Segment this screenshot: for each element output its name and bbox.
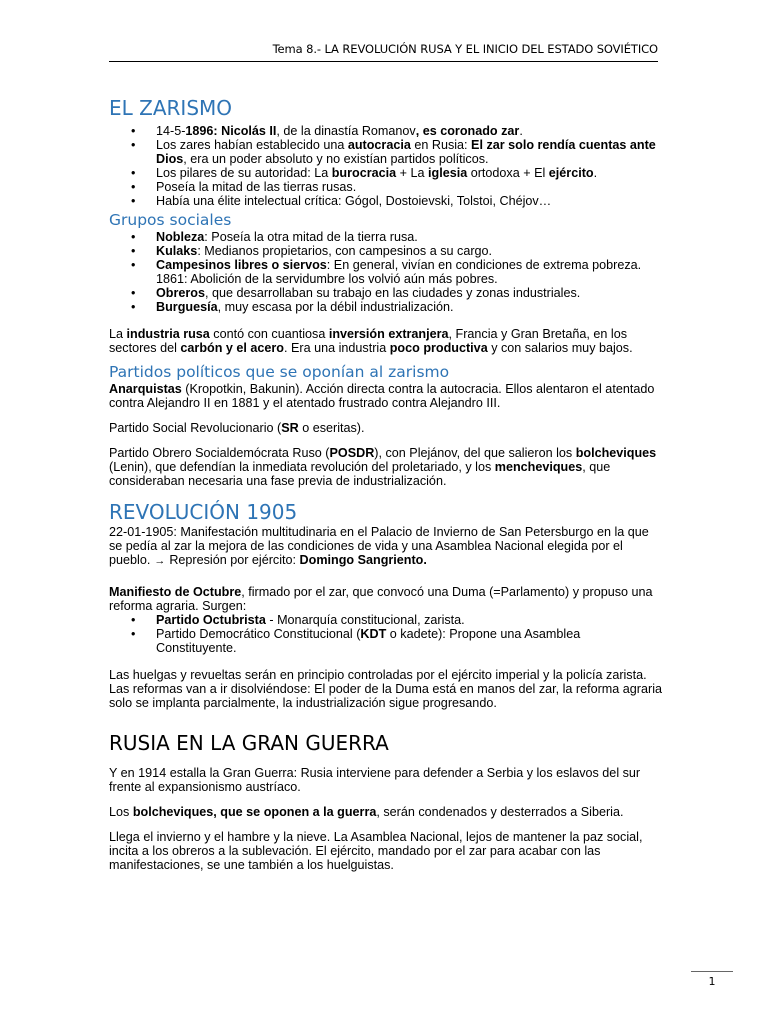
list-item: • Kulaks: Medianos propietarios, con campesinos a su cargo.	[109, 244, 664, 258]
paragraph-1914: Y en 1914 estalla la Gran Guerra: Rusia interviene para defender a Serbia y los eslavos del sur frente al expansionismo austríaco.	[109, 766, 641, 794]
list-item: • Obreros, que desarrollaban su trabajo en las ciudades y zonas industriales.	[109, 286, 664, 300]
footer-rule	[691, 971, 733, 972]
paragraph-anarquistas: Anarquistas (Kropotkin, Bakunin). Acción directa contra la autocracia. Ellos alentaron el atentado contra Alejandro II en 1881 y el atentado frustrado contra Alejandro III.	[109, 382, 655, 410]
paragraph-industria: La industria rusa contó con cuantiosa inversión extranjera, Francia y Gran Bretaña, en los sectores del carbón y el acero. Era una industria poco productiva y con salarios muy bajos.	[109, 327, 633, 355]
paragraph-posdr: Partido Obrero Socialdemócrata Ruso (POSDR), con Plejánov, del que salieron los bolcheviques (Lenin), que defendían la inmediata revolución del proletariado, y los mencheviques, que consideraban necesaria una fase previa de industrialización.	[109, 446, 657, 488]
paragraph-sr: Partido Social Revolucionario (SR o eseritas).	[109, 421, 365, 435]
list-item: • Había una élite intelectual crítica: Gógol, Dostoievski, Tolstoi, Chéjov…	[109, 194, 664, 208]
list-item: • Burguesía, muy escasa por la débil industrialización.	[109, 300, 664, 314]
arrow-right-icon: →	[154, 555, 166, 567]
grupos-list	[109, 230, 664, 314]
list-item: • Campesinos libres o siervos: En general, vivían en condiciones de extrema pobreza. 1861: Abolición de la servidumbre los volvió aún más pobres.	[109, 258, 664, 286]
header-rule	[109, 61, 658, 62]
list-item: • Nobleza: Poseía la otra mitad de la tierra rusa.	[109, 230, 664, 244]
zarismo-list	[109, 124, 664, 208]
list-item: • Los pilares de su autoridad: La burocracia + La iglesia ortodoxa + El ejército.	[109, 166, 664, 180]
list-item: • Poseía la mitad de las tierras rusas.	[109, 180, 664, 194]
running-header: Tema 8.- LA REVOLUCIÓN RUSA Y EL INICIO DEL ESTADO SOVIÉTICO	[272, 42, 658, 56]
paragraph-huelgas: Las huelgas y revueltas serán en principio controladas por el ejército imperial y la policía zarista. Las reformas van a ir disolviéndose: El poder de la Duma está en manos del zar, la reforma agraria solo se implanta parcialmente, la industrialización sigue progresando.	[109, 668, 663, 710]
heading-gran-guerra: RUSIA EN LA GRAN GUERRA	[109, 731, 389, 755]
partidos-1905-list	[109, 613, 664, 655]
heading-revolucion-1905: REVOLUCIÓN 1905	[109, 500, 298, 524]
heading-grupos-sociales: Grupos sociales	[109, 211, 232, 229]
document-body	[109, 95, 664, 872]
list-item: • Partido Democrático Constitucional (KDT o kadete): Propone una Asamblea Constituyente.	[109, 627, 664, 655]
list-item: • Partido Octubrista - Monarquía constitucional, zarista.	[109, 613, 664, 627]
heading-partidos: Partidos políticos que se oponían al zarismo	[109, 363, 450, 381]
paragraph-domingo-sangriento: 22-01-1905: Manifestación multitudinaria en el Palacio de Invierno de San Petersburgo en la que se pedía al zar la mejora de las condiciones de vida y una Asamblea Nacional elegida por el pueblo. → Represión por ejército: Domingo Sangriento.	[109, 525, 649, 567]
heading-el-zarismo: EL ZARISMO	[109, 96, 233, 120]
paragraph-bolcheviques: Los bolcheviques, que se oponen a la guerra, serán condenados y desterrados a Siberia.	[109, 805, 624, 819]
page-number: 1	[708, 975, 716, 988]
list-item: • 14-5-1896: Nicolás II, de la dinastía Romanov, es coronado zar.	[109, 124, 664, 138]
paragraph-manifiesto: Manifiesto de Octubre, firmado por el zar, que convocó una Duma (=Parlamento) y propuso una reforma agraria. Surgen:	[109, 585, 653, 613]
paragraph-invierno: Llega el invierno y el hambre y la nieve. La Asamblea Nacional, lejos de mantener la paz social, incita a los obreros a la sublevación. El ejército, mandado por el zar para acabar con las manifestaciones, se une también a los huelguistas.	[109, 830, 643, 872]
list-item: • Los zares habían establecido una autocracia en Rusia: El zar solo rendía cuentas ante Dios, era un poder absoluto y no existían partidos políticos.	[109, 138, 664, 166]
